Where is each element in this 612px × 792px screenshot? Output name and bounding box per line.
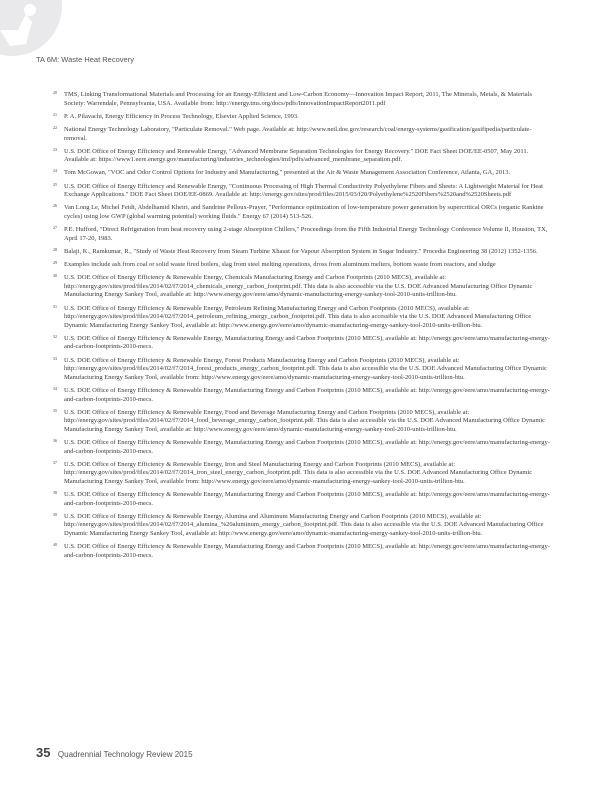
reference-item <box>53 459 552 487</box>
reference-text: U.S. DOE Office of Energy Efficiency & Renewable Energy, Manufacturing Energy and Carbon Footprints (2010 MECS), available at: http://energy.gov/eere/amo/manufacturing-energy-and-carbon-footprints-2010-mecs. <box>64 439 550 455</box>
reference-item <box>53 273 552 300</box>
reference-number: 27 <box>53 225 57 231</box>
reference-item <box>53 90 552 108</box>
reference-item <box>53 385 552 404</box>
reference-text: U.S. DOE Office of Energy Efficiency & Renewable Energy, Manufacturing Energy and Carbon Footprints (2010 MECS), available at: http://energy.gov/eere/amo/manufacturing-energy-and-carbon-footprints-2010-mecs. <box>64 334 550 351</box>
reference-number: 30 <box>53 273 57 279</box>
reference-number: 29 <box>53 260 57 266</box>
reference-number: 34 <box>53 385 57 391</box>
reference-number: 23 <box>53 146 57 152</box>
reference-text: U.S. DOE Office of Energy Efficiency & Renewable Energy, Manufacturing Energy and Carbon Footprints (2010 MECS), available at: http://energy.gov/eere/amo/manufacturing-energy-and-carbon-footprints-2010-mecs. <box>64 491 550 507</box>
reference-text: U.S. DOE Office of Energy Efficiency & Renewable Energy, Chemicals Manufacturing Energy and Carbon Footprints (2010 MECS), available at: http://energy.gov/sites/prod/files/2014/02/f7/2014_chemicals_energy_carbon_footprint.pdf. This data is also accessible via the U.S. DOE Advanced Manufacturing Office Dynamic Manufacturing Energy Sankey Tool, available at: http://www.energy.gov/eere/amo/dynamic-manufacturing-energy-sankey-tool-2010-units-trillion-btu. <box>64 274 533 299</box>
reference-text: U.S. DOE Office of Energy Efficiency & Renewable Energy, Food and Beverage Manufacturing Energy and Carbon Footprints (2010 MECS), available at: http://energy.gov/sites/prod/files/2014/02/f7/2014_food_beverage_energy_carbon_footprint.pdf. This data is also accessible via the U.S. DOE Advanced Manufacturing Office Dynamic Manufacturing Energy Sankey Tool, available at: http://www.energy.gov/eere/amo/dynamic-manufacturing-energy-sankey-tool-2010-units-trillion-btu. <box>64 408 546 433</box>
reference-text: Balaji, K., Ramkumar, R., "Study of Waste Heat Recovery from Steam Turbine Xhaust for Vapour Absorption System in Sugar Industry." Procedia Engineering 38 (2012) 1352-1356. <box>64 247 538 255</box>
reference-number: 25 <box>53 181 57 187</box>
reference-item <box>53 333 552 352</box>
reference-number: 32 <box>53 333 57 339</box>
reference-item <box>53 511 552 539</box>
reference-number: 33 <box>53 355 57 361</box>
reference-item <box>53 490 552 508</box>
reference-number: 31 <box>53 303 57 309</box>
reference-text: U.S. DOE Office of Energy Efficiency and Renewable Energy, "Continuous Processing of High Thermal Conductivity Polyethylene Fibers and Sheets: A Lightweight Material for Heat Exchange Applications." DOE Fact Sheet DOE/EE-0869. Available at: http://energy.gov/sites/prod/files/2015/03/f20/Polyethylene%2520Fibers%2520and%2520Sheets.pdf <box>64 182 543 199</box>
reference-text: P. A. Pilavachi, Energy Efficiency in Process Technology, Elsevier Applied Science, 1993. <box>64 112 299 120</box>
reference-item <box>53 438 552 456</box>
reference-text: P.E. Hufford, "Direct Refrigeration from heat recovery using 2-stage Absorption Chillers," Proceedings from the Fifth Industrial Energy Technology Conference Volume II, Houston, TX, April 17-20, 1983. <box>64 226 548 242</box>
page-number: 35 <box>36 745 51 760</box>
reference-item <box>53 146 552 165</box>
reference-item <box>53 260 552 270</box>
reference-text: U.S. DOE Office of Energy Efficiency & Renewable Energy, Forest Products Manufacturing Energy and Carbon Footprints (2010 MECS), available at: http://energy.gov/sites/prod/files/2014/02/f7/2014_forest_products_energy_carbon_footprint.pdf. This data is also accessible via the U.S. DOE Advanced Manufacturing Office Dynamic Manufacturing Energy Sankey Tool, available from: http://www.energy.gov/eere/amo/dynamic-manufacturing-energy-sankey-tool-2010-units-trillion-btu. <box>64 356 547 381</box>
reference-number: 24 <box>53 168 57 174</box>
reference-number: 38 <box>53 490 57 496</box>
reference-text: U.S. DOE Office of Energy Efficiency & Renewable Energy, Alumina and Aluminum Manufacturing Energy and Carbon Footprints (2010 MECS), available at: http://energy.gov/sites/prod/files/2014/02/f7/2014_alumina_%20aluminum_energy_carbon_footprint.pdf. This data is also accessible via the U.S. DOE Advanced Manufacturing Office Dynamic Manufacturing Energy Sankey Tool, available at: http://www.energy.gov/eere/amo/dynamic-manufacturing-energy-sankey-tool-2010-units-trillion-btu. <box>64 512 544 537</box>
section-header: TA 6M: Waste Heat Recovery <box>36 55 134 64</box>
reference-text: National Energy Technology Laboratory, "Particulate Removal." Web page. Available at: http://www.netl.doe.gov/research/coal/energy-systems/gasification/gasifipedia/particulate-removal. <box>64 125 532 142</box>
reference-item <box>53 542 552 560</box>
reference-number: 21 <box>53 111 57 117</box>
reference-text: U.S. DOE Office of Energy Efficiency & Renewable Energy, Manufacturing Energy and Carbon Footprints (2010 MECS), available at: http://energy.gov/eere/amo/manufacturing-energy-and-carbon-footprints-2010-mecs. <box>64 386 550 403</box>
reference-item <box>53 181 552 200</box>
reference-number: 35 <box>53 407 57 413</box>
reference-text: U.S. DOE Office of Energy Efficiency & Renewable Energy, Iron and Steel Manufacturing Energy and Carbon Footprints (2010 MECS), available at: http://energy.gov/sites/prod/files/2014/02/f7/2014_iron_steel_energy_carbon_footprint.pdf. This data is also accessible via the U.S. DOE Advanced Manufacturing Office Dynamic Manufacturing Energy Sankey Tool, available from: http://www.energy.gov/eere/amo/dynamic-manufacturing-energy-sankey-tool-2010-units-trillion-btu. <box>64 460 533 485</box>
reference-item <box>53 303 552 331</box>
reference-item <box>53 111 552 122</box>
reference-list <box>53 90 552 565</box>
department-seal-icon <box>0 0 70 60</box>
reference-item <box>53 246 552 257</box>
reference-item <box>53 355 552 383</box>
reference-number: 39 <box>53 511 57 517</box>
reference-item <box>53 203 552 221</box>
reference-text: U.S. DOE Office of Energy Efficiency & Renewable Energy, Petroleum Refining Manufacturing Energy and Carbon Footprints (2010 MECS), available at: http://energy.gov/sites/prod/files/2014/02/f7/2014_petroleum_refining_energy_carbon_footprint.pdf. This data is also accessible via the U.S. DOE Advanced Manufacturing Office Dynamic Manufacturing Energy Sankey Tool, available at: http://www.energy.gov/eere/amo/dynamic-manufacturing-energy-sankey-tool-2010-units-trillion-btu. <box>64 304 532 329</box>
reference-number: 40 <box>53 542 57 548</box>
reference-text: U.S. DOE Office of Energy Efficiency and Renewable Energy, "Advanced Membrane Separation Technologies for Energy Recovery." DOE Fact Sheet DOE/EE-0507, May 2011. Available at: https://www1.eere.energy.gov/manufacturing/industries_technologies/imf/pdfs/advanced_membrane_separation.pdf. <box>64 147 529 164</box>
reference-text: TMS, Linking Transformational Materials and Processing for an Energy-Efficient and Low-Carbon Economy—Innovation Impact Report, 2011, The Minerals, Metals, & Materials Society: Warrendale, Pennsylvania, USA. Available from: http://energy.tms.org/docs/pdfs/InnovationImpactReport2011.pdf <box>64 91 533 107</box>
reference-number: 28 <box>53 246 57 252</box>
reference-number: 22 <box>53 124 57 130</box>
reference-number: 20 <box>53 90 57 95</box>
reference-item <box>53 225 552 243</box>
footer-title: Quadrennial Technology Review 2015 <box>57 750 193 759</box>
reference-number: 36 <box>53 438 57 443</box>
reference-item <box>53 168 552 178</box>
reference-text: U.S. DOE Office of Energy Efficiency & Renewable Energy, Manufacturing Energy and Carbon Footprints (2010 MECS), available at: http://energy.gov/eere/amo/manufacturing-energy-and-carbon-footprints-2010-mecs. <box>64 543 550 559</box>
reference-text: Examples include ash from coal or solid waste fired boilers, slag from steel melting operations, dross from aluminum melters, bottom waste from reactors, and sludge <box>64 261 496 269</box>
reference-number: 37 <box>53 459 57 465</box>
reference-item <box>53 407 552 435</box>
reference-item <box>53 124 552 143</box>
page-footer <box>36 744 193 762</box>
reference-text: Tom McGowan, "VOC and Odor Control Options for Industry and Manufacturing," presented at the Air & Waste Management Association Conference, Atlanta, GA, 2013. <box>64 169 511 177</box>
reference-number: 26 <box>53 203 57 209</box>
reference-text: Van Long Le, Michel Feidt, Abdelhamid Kheiri, and Sandrine Pelloux-Prayer, "Performance optimization of low-temperature power generation by supercritical ORCs (organic Rankine cycles) using low GWP (global warming potential) working fluids." Energy 67 (2014) 513-526. <box>64 204 544 220</box>
